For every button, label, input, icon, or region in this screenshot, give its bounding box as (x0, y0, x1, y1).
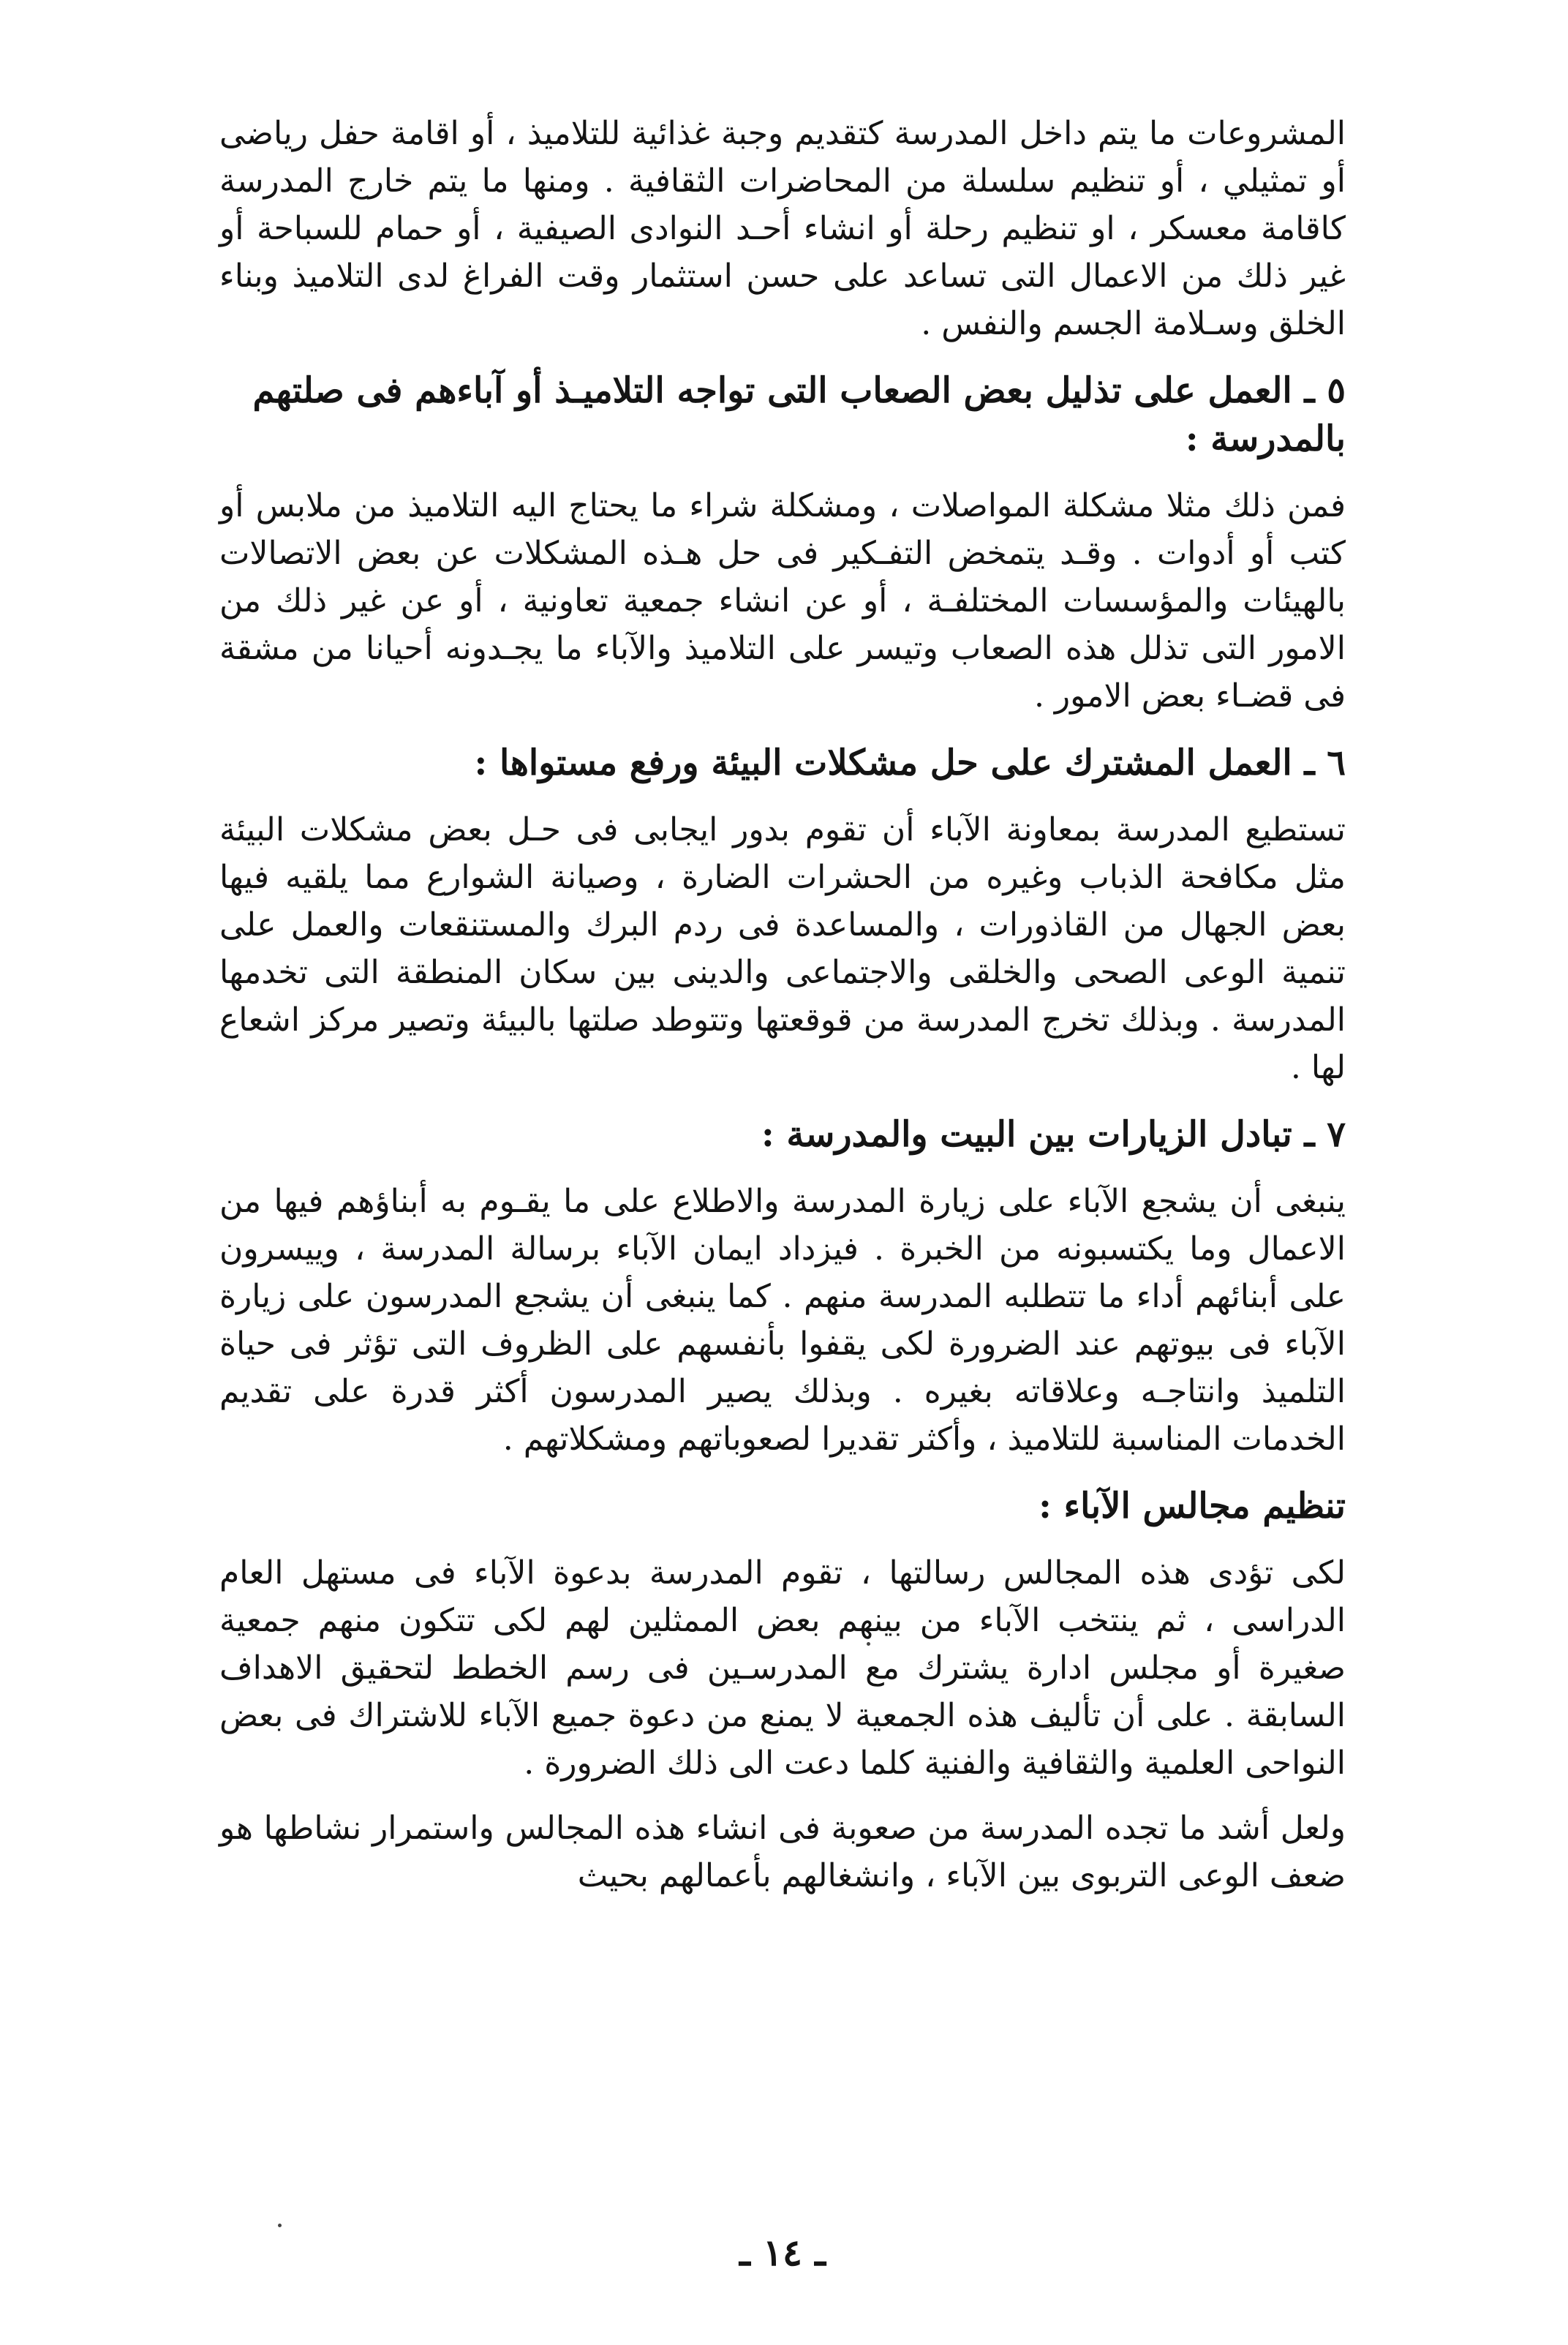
paragraph-difficulties: فمن ذلك مثلا مشكلة المواصلات ، ومشكلة شراء ما يحتاج اليه التلاميذ من ملابس أو كتب أو أدوات . وقـد يتمخض التفـكير فى حل هـذه المشكلات عن بعض الاتصالات بالهيئات والمؤسسات المختلفـة ، أو عن انشاء جمعية تعاونية ، أو عن غير ذلك من الامور التى تذلل هذه الصعاب وتيسر على التلاميذ والآباء ما يجـدونه أحيانا من مشقة فى قضـاء بعض الامور . (219, 487, 1346, 715)
scan-speck (278, 2224, 282, 2227)
heading-section-7: ٧ ـ تبادل الزيارات بين البيت والمدرسة : (761, 1114, 1346, 1155)
heading-section-5: ٥ ـ العمل على تذليل بعض الصعاب التى تواجه التلاميـذ أو آباءهم فى صلتهم بالمدرسة : (252, 370, 1346, 459)
paragraph-projects: المشروعات ما يتم داخل المدرسة كتقديم وجبة غذائية للتلاميذ ، أو اقامة حفل رياضى أو تمثيلي ، أو تنظيم سلسلة من المحاضرات الثقافية . ومنها ما يتم خارج المدرسة كاقامة معسكر ، او تنظيم رحلة أو انشاء أحـد النوادى الصيفية ، أو حمام للسباحة أو غير ذلك من الاعمال التى تساعد على حسن استثمار وقت الفراغ لدى التلاميذ وبناء الخلق وسـلامة الجسم والنفس . (219, 115, 1346, 342)
paragraph-councils: لكى تؤدى هذه المجالس رسالتها ، تقوم المدرسة بدعوة الآباء فى مستهل العام الدراسى ، ثم ينتخب الآباء من بينهم بعض الممثلين لهم لكى تتكون منهم جمعية صغيرة أو مجلس ادارة يشترك مع المدرسـين فى رسم الخطط لتحقيق الاهداف السابقة . على أن تأليف هذه الجمعية لا يمنع من دعوة جميع الآباء للاشتراك فى بعض النواحى العلمية والثقافية والفنية كلما دعت الى ذلك الضرورة . (219, 1554, 1346, 1782)
heading-parents-councils: تنظيم مجالس الآباء : (1039, 1486, 1346, 1527)
paragraph-challenges: ولعل أشد ما تجده المدرسة من صعوبة فى انشاء هذه المجالس واستمرار نشاطها هو ضعف الوعى التربوى بين الآباء ، وانشغالهم بأعمالهم بحيث (219, 1810, 1346, 1894)
scan-speck (867, 1642, 870, 1646)
page-number: ـ ١٤ ـ (739, 2231, 826, 2274)
paragraph-environment: تستطيع المدرسة بمعاونة الآباء أن تقوم بدور ايجابى فى حـل بعض مشكلات البيئة مثل مكافحة الذباب وغيره من الحشرات الضارة ، وصيانة الشوارع مما يلقيه فيها بعض الجهال من القاذورات ، والمساعدة فى ردم البرك والمستنقعات والعمل على تنمية الوعى الصحى والخلقى والاجتماعى والدينى بين سكان المنطقة التى تخدمها المدرسة . وبذلك تخرج المدرسة من قوقعتها وتتوطد صلتها بالبيئة وتصير مركز اشعاع لها . (219, 811, 1346, 1086)
document-page (219, 110, 1346, 2275)
paragraph-visits: ينبغى أن يشجع الآباء على زيارة المدرسة والاطلاع على ما يقـوم به أبناؤهم فيها من الاعمال وما يكتسبونه من الخبرة . فيزداد ايمان الآباء برسالة المدرسة ، وييسرون على أبنائهم أداء ما تتطلبه المدرسة منهم . كما ينبغى أن يشجع المدرسون على زيارة الآباء فى بيوتهم عند الضرورة لكى يقفوا بأنفسهم على الظروف التى تؤثر فى حياة التلميذ وانتاجـه وعلاقاته بغيره . وبذلك يصير المدرسون أكثر قدرة على تقديم الخدمات المناسبة للتلاميذ ، وأكثر تقديرا لصعوباتهم ومشكلاتهم . (219, 1183, 1346, 1458)
heading-section-6: ٦ ـ العمل المشترك على حل مشكلات البيئة ورفع مستواها : (474, 742, 1346, 783)
